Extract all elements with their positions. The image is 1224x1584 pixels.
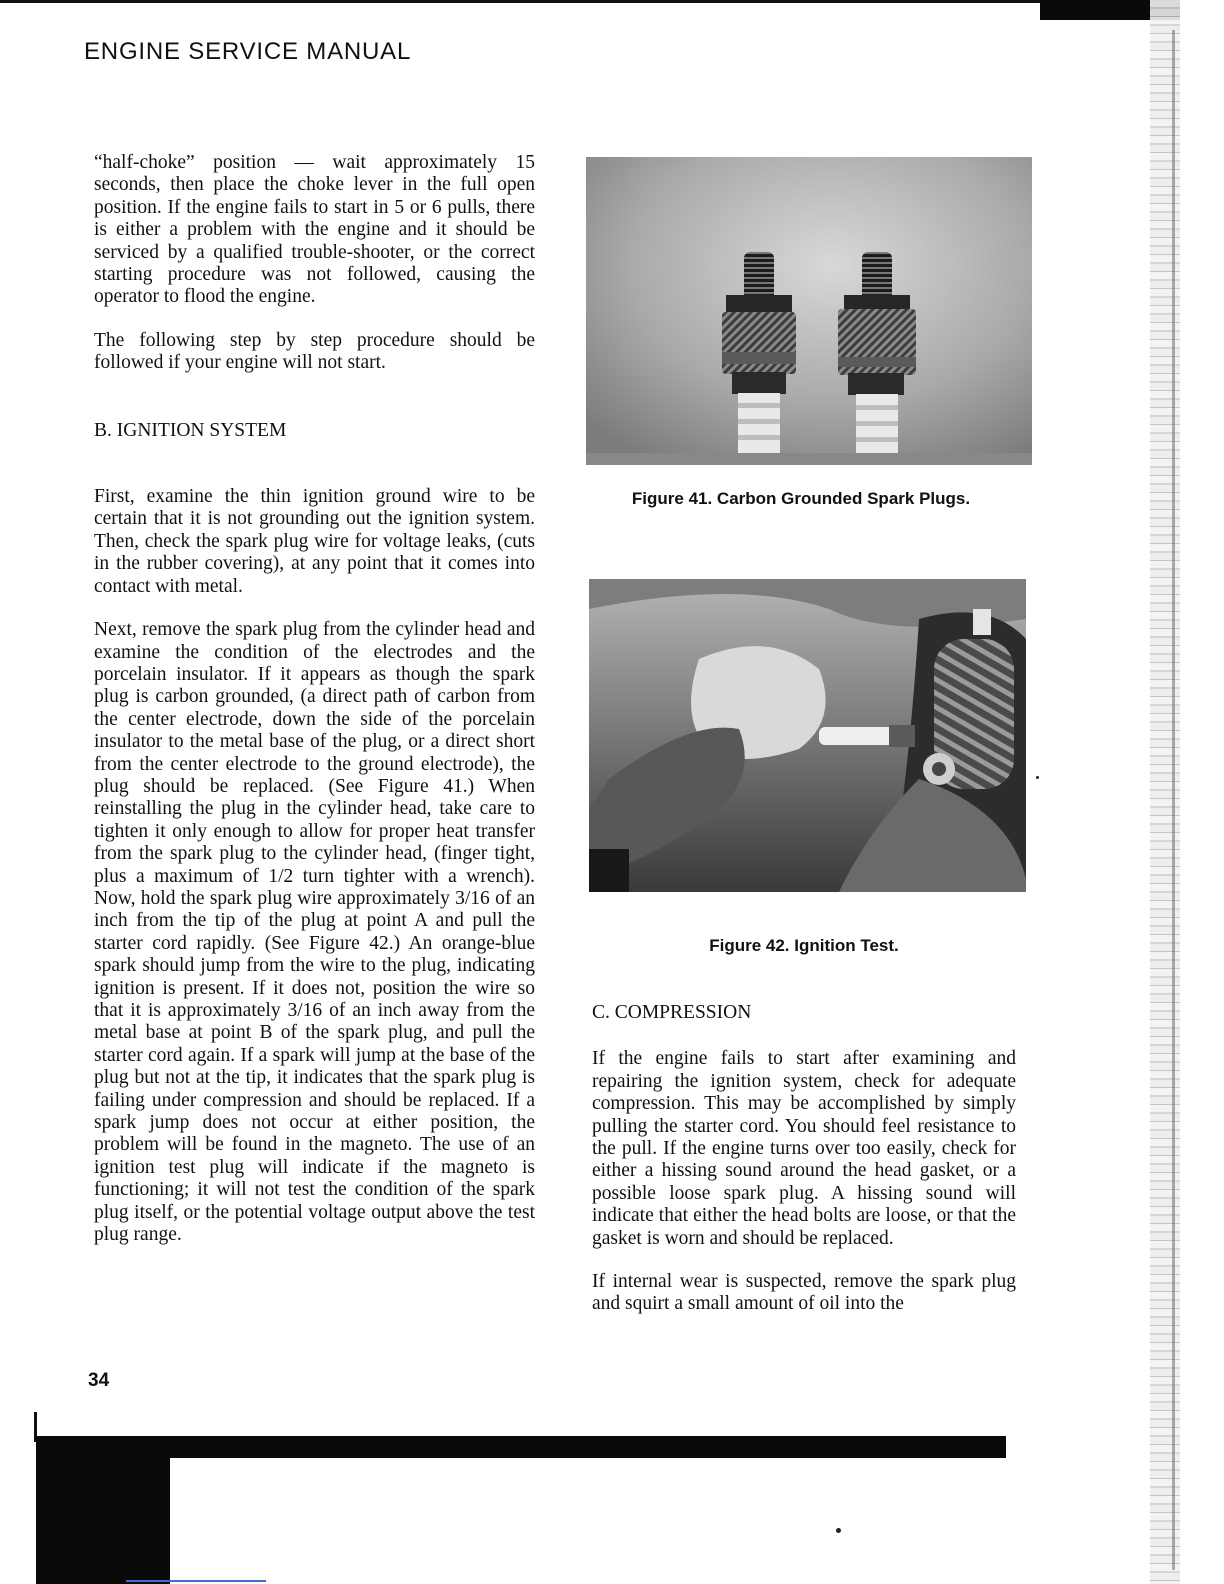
paragraph-next: Next, remove the spark plug from the cylinder head and examine the condition of the electrodes and the porcelain insulator. If it appears as though the spark plug is carbon grounded, (a direct path of carbon from the center electrode, down the side of the porcelain insulator to the metal base of the plug, or a direct short from the center electrode to the ground electrode), the plug should be replaced. (See Figure 41.) When reinstalling the plug in the cylinder head, take care to tighten it only enough to allow for proper heat transfer from the spark plug to the cylinder head, (finger tight, plus a maximum of 1/2 turn tighter with a wrench). Now, hold the spark plug wire approximately 3/16 of an inch from the tip of the plug at point A and pull the starter cord rapidly. (See Figure 42.) An orange-blue spark should jump from the wire to the plug, indicating ignition is present. If it does not, position the wire so that it is approximately 3/16 of an inch away from the metal base at point B of the spark plug, and pull the starter cord again. If a spark will jump at the base of the plug but not at the tip, it indicates that the spark plug is failing under compression and should be replaced. If a spark jump does not occur at either position, the problem will be found in the magneto. The use of an ignition test plug will indicate if the magneto is functioning; it will not test the condition of the spark plug itself, or the potential voltage output above the test plug range. xyxy=(94,619,535,1246)
paragraph-first: First, examine the thin ignition ground wire to be certain that it is not grounding out the ignition system. Then, check the spark plug wire for voltage leaks, (cuts in the rubber covering), at any point that it comes into contact with metal. xyxy=(94,486,535,597)
scan-shadow-bottom xyxy=(36,1436,1006,1458)
figure-41-photo xyxy=(586,157,1032,465)
paragraph-intro: “half-choke” position — wait approximately 15 seconds, then place the choke lever in the full open position. If the engine fails to start in 5 or 6 pulls, there is either a problem with the engine and it should be serviced by a qualified trouble-shooter, or the correct starting procedure was not followed, causing the operator to flood the engine. xyxy=(94,152,535,308)
page-number: 34 xyxy=(88,1370,110,1391)
top-rule xyxy=(0,0,1040,3)
blue-link-underline xyxy=(126,1580,266,1582)
figure-42-caption: Figure 42. Ignition Test. xyxy=(709,936,899,955)
scan-speck xyxy=(836,1528,841,1533)
scan-speck xyxy=(1036,776,1039,779)
section-heading-ignition: B. IGNITION SYSTEM xyxy=(94,419,287,441)
paragraph-compression: If the engine fails to start after examining and repairing the ignition system, check for adequate compression. This may be accomplished by simply pulling the starter cord. You should feel resistance to the pull. If the engine turns over too easily, check for either a hissing sound around the head gasket, or a possible loose spark plug. A hissing sound will indicate that either the head bolts are loose, or that the gasket is worn and should be replaced. xyxy=(592,1048,1016,1249)
scan-shadow-corner xyxy=(36,1436,170,1584)
section-heading-compression: C. COMPRESSION xyxy=(592,1002,752,1023)
figure-41-caption: Figure 41. Carbon Grounded Spark Plugs. xyxy=(631,489,971,508)
paragraph-steps: The following step by step procedure should be followed if your engine will not start. xyxy=(94,329,535,374)
right-column xyxy=(592,1002,1016,1337)
paragraph-internal: If internal wear is suspected, remove the spark plug and squirt a small amount of oil into the xyxy=(592,1271,1016,1315)
page-header: ENGINE SERVICE MANUAL xyxy=(84,38,412,65)
scan-edge xyxy=(1150,0,1180,1584)
scan-edge-line xyxy=(1172,30,1175,1570)
figure-42-photo xyxy=(589,579,1026,892)
left-column xyxy=(94,152,535,1267)
